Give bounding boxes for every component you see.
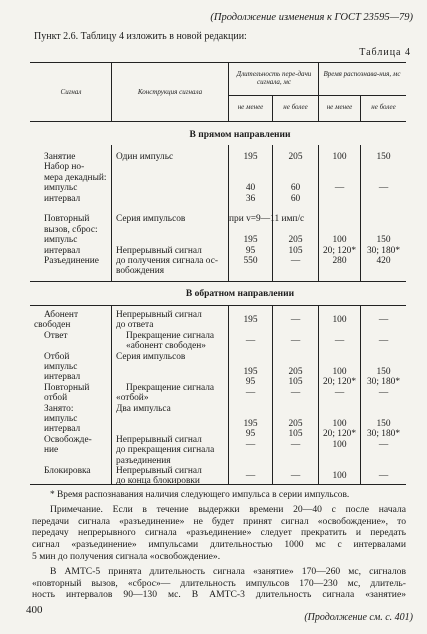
reverse-duration-max: — — 205 105 — 205 105 — — [288,315,303,482]
forward-pulse-rate-note: при v=9—11 имп/с [229,214,305,224]
forward-recognition-min: 100 — 100 20; 120* 280 [322,152,357,266]
continuation-header: (Продолжение изменения к ГОСТ 23595—79) [210,12,413,23]
reverse-signal-column: Абонент свободен Ответ Отбой импульс интервал Повторный отбой Занято: импульс интервал Освобожде- ние Блокировка [34,310,92,477]
col-rule-4a [318,62,319,121]
col-rule-1a [111,62,112,121]
header-mid-rule [228,95,406,96]
col-header-duration-max: не более [283,103,308,111]
forward-duration-max: 205 60 60 205 105 — [288,152,303,267]
reverse-recognition-min: 100 — 100 20; 120* — 100 20; 120* 100 100 [322,315,357,482]
amts-paragraph: В АМТС-5 принята длительность сигнала «занятие» 170—260 мс, сигналов «повторный вызов, «сброс»— длительность импульсов 170—230 мс, длитель- ность интервалов 90—130 мс. В АМТС-3 длительность сигнала «занятие» [32,566,406,601]
forward-duration-min: 195 40 36 195 95 550 [243,152,258,267]
continued-note: (Продолжение см. с. 401) [304,612,413,623]
reverse-duration-min: 195 — 195 95 — 195 95 — — [243,315,258,482]
col-header-duration-min: не менее [237,103,264,111]
forward-signal-column: Занятие Набор но- мера декадный: импульс интервал Повторный вызов, сброс: импульс интервал Разъединение [44,152,107,267]
reverse-construction-column: Непрерывный сигнал до ответа Прекращение сигнала «абонент свободен» Серия импульсов Прекращение сигнала «отбой» Два импульса Непрерывный сигнал до прекращения сигнала разъединения Непрерывный сигнал до конца блокировки [116,310,215,487]
footnote: * Время распознавания наличия следующего импульса в серии импульсов. [50,490,350,500]
col-rule-1c [111,305,112,484]
table-bottom-rule [30,484,406,485]
col-header-recognition-max: не более [371,103,396,111]
forward-construction-column: Один импульс Серия импульсов Непрерывный сигнал до получения сигнала ос- вобождения [116,152,218,277]
col-rule-1b [111,145,112,281]
col-header-recognition-min: не менее [326,103,353,111]
col-header-recognition: Время распознава-ния, мс [323,70,401,78]
section-rule-2 [30,305,406,306]
forward-recognition-max: 150 — 150 30; 180* 420 [366,152,401,266]
section-rule-1 [30,281,406,282]
col-header-construction: Конструкция сигнала [137,88,203,96]
note-last-line: 5 мин до получения сигнала «освобождение». [32,551,221,562]
section-reverse-title: В обратном направлении [185,289,295,299]
col-header-duration: Длительность пере-дачи сигнала, мс [236,70,312,86]
note-paragraph: Примечание. Если в течение выдержки времени 20—40 с после начала передачи сигнала «разъединение» не будет принят сигнал «освобождение», то передачу непрерывного сигнала «разъединение» следует прекратить и передать сигнал «разъединение» импульсами длительностью 1000 мс с интервалами [32,504,406,550]
instruction-text: Пункт 2.6. Таблицу 4 изложить в новой редакции: [34,31,247,42]
section-forward-title: В прямом направлении [189,130,291,140]
reverse-recognition-max: — — 150 30; 180* — 150 30; 180* — — [366,315,401,482]
col-rule-2a [228,62,229,121]
table-title: Таблица 4 [359,47,411,58]
table-top-rule [30,62,406,63]
header-bottom-rule [30,121,406,122]
page-number: 400 [26,604,43,616]
col-header-signal: Сигнал [60,88,82,96]
